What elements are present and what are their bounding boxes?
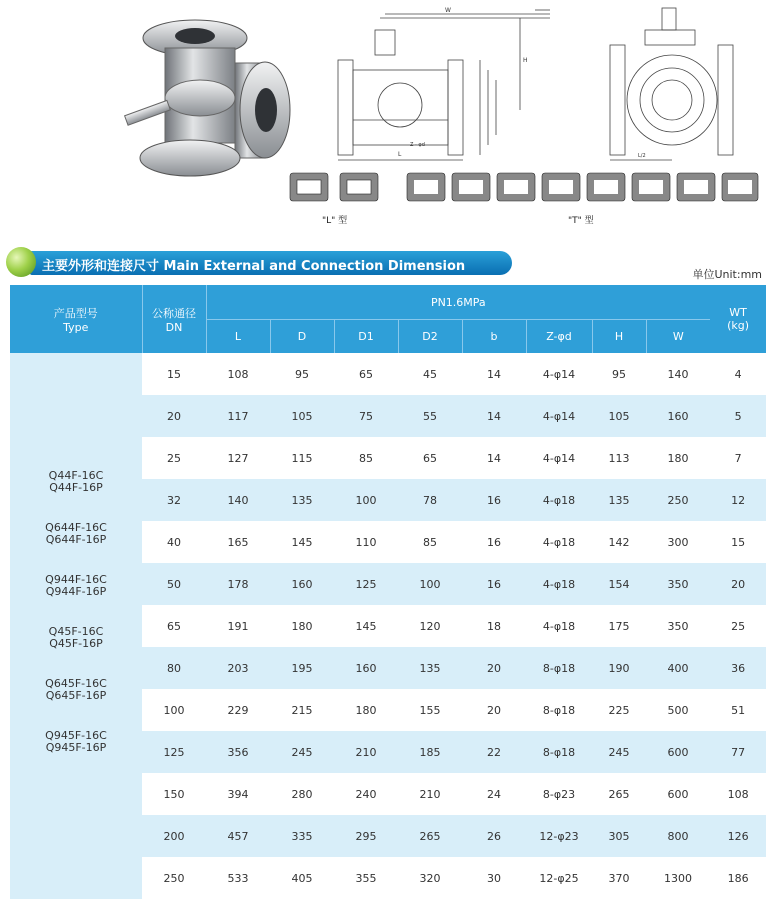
table-cell: 350 <box>646 563 710 605</box>
table-cell: 85 <box>334 437 398 479</box>
table-cell: 4-φ14 <box>526 353 592 395</box>
table-cell: 280 <box>270 773 334 815</box>
table-cell: 22 <box>462 731 526 773</box>
type-cell <box>10 353 142 899</box>
table-cell: 115 <box>270 437 334 479</box>
dimension-table <box>10 285 766 899</box>
table-cell: 300 <box>646 521 710 563</box>
col-header: D1 <box>334 320 398 354</box>
valve-photo <box>110 8 295 188</box>
type-model: Q44F-16C <box>48 469 104 482</box>
table-cell: 356 <box>206 731 270 773</box>
table-cell: 400 <box>646 647 710 689</box>
l2-dimension-label: L/2 <box>638 153 646 159</box>
table-cell: 108 <box>710 773 766 815</box>
header-type <box>10 285 142 353</box>
table-cell: 155 <box>398 689 462 731</box>
table-cell: 78 <box>398 479 462 521</box>
table-cell: 100 <box>334 479 398 521</box>
table-cell: 175 <box>592 605 646 647</box>
table-cell: 95 <box>592 353 646 395</box>
table-cell: 265 <box>592 773 646 815</box>
t-type-port-diagrams <box>405 168 760 208</box>
header-wt-label: WT <box>729 306 747 319</box>
table-cell: 126 <box>710 815 766 857</box>
table-cell: 135 <box>270 479 334 521</box>
table-cell: 160 <box>646 395 710 437</box>
l-dimension-label: L <box>398 151 402 158</box>
table-cell: 305 <box>592 815 646 857</box>
table-cell: 4-φ18 <box>526 479 592 521</box>
table-cell: 145 <box>270 521 334 563</box>
header-pressure: PN1.6MPa <box>206 285 710 320</box>
table-cell: 5 <box>710 395 766 437</box>
table-cell: 245 <box>592 731 646 773</box>
table-cell: 100 <box>142 689 206 731</box>
type-model: Q944F-16C <box>45 573 107 586</box>
table-cell: 20 <box>142 395 206 437</box>
table-cell: 14 <box>462 353 526 395</box>
table-cell: 210 <box>334 731 398 773</box>
type-model: Q644F-16P <box>45 533 107 546</box>
table-cell: 4-φ14 <box>526 437 592 479</box>
l-type-caption: "L" 型 <box>322 216 348 226</box>
table-cell: 117 <box>206 395 270 437</box>
product-illustrations <box>0 0 768 245</box>
table-cell: 127 <box>206 437 270 479</box>
header-dn <box>142 285 206 353</box>
z-phi-d-label: Z - φd <box>410 142 425 148</box>
type-group <box>10 626 142 650</box>
table-cell: 8-φ23 <box>526 773 592 815</box>
table-cell: 394 <box>206 773 270 815</box>
table-cell: 20 <box>710 563 766 605</box>
table-cell: 7 <box>710 437 766 479</box>
table-cell: 65 <box>334 353 398 395</box>
table-cell: 51 <box>710 689 766 731</box>
front-section-drawing <box>320 0 560 165</box>
table-cell: 600 <box>646 773 710 815</box>
table-cell: 77 <box>710 731 766 773</box>
type-group <box>10 522 142 546</box>
table-cell: 186 <box>710 857 766 899</box>
table-cell: 75 <box>334 395 398 437</box>
table-cell: 12 <box>710 479 766 521</box>
table-cell: 154 <box>592 563 646 605</box>
col-header: D <box>270 320 334 354</box>
table-cell: 20 <box>462 647 526 689</box>
table-cell: 800 <box>646 815 710 857</box>
table-cell: 45 <box>398 353 462 395</box>
table-cell: 457 <box>206 815 270 857</box>
header-kg-label: (kg) <box>727 319 750 332</box>
table-cell: 12-φ23 <box>526 815 592 857</box>
table-cell: 250 <box>646 479 710 521</box>
h-dimension-label: H <box>523 57 528 64</box>
table-cell: 135 <box>398 647 462 689</box>
table-cell: 85 <box>398 521 462 563</box>
table-cell: 16 <box>462 563 526 605</box>
table-cell: 65 <box>142 605 206 647</box>
section-title: 主要外形和连接尺寸 Main External and Connection Dimension <box>42 259 466 274</box>
table-cell: 8-φ18 <box>526 689 592 731</box>
table-cell: 40 <box>142 521 206 563</box>
col-header: W <box>646 320 710 354</box>
table-cell: 178 <box>206 563 270 605</box>
header-dn-en: DN <box>165 320 183 334</box>
table-cell: 100 <box>398 563 462 605</box>
table-cell: 350 <box>646 605 710 647</box>
type-group <box>10 730 142 754</box>
table-cell: 105 <box>270 395 334 437</box>
l-type-port-diagrams <box>285 168 385 208</box>
table-cell: 210 <box>398 773 462 815</box>
table-cell: 150 <box>142 773 206 815</box>
table-cell: 500 <box>646 689 710 731</box>
table-cell: 225 <box>592 689 646 731</box>
table-cell: 180 <box>334 689 398 731</box>
table-cell: 190 <box>592 647 646 689</box>
table-cell: 15 <box>142 353 206 395</box>
unit-label: 单位Unit:mm <box>692 268 762 281</box>
table-cell: 20 <box>462 689 526 731</box>
table-cell: 185 <box>398 731 462 773</box>
table-cell: 180 <box>270 605 334 647</box>
table-cell: 320 <box>398 857 462 899</box>
table-cell: 245 <box>270 731 334 773</box>
table-cell: 405 <box>270 857 334 899</box>
side-view-drawing <box>600 0 760 165</box>
table-cell: 140 <box>646 353 710 395</box>
table-cell: 160 <box>334 647 398 689</box>
header-wt <box>710 285 766 353</box>
table-cell: 30 <box>462 857 526 899</box>
table-cell: 215 <box>270 689 334 731</box>
table-cell: 355 <box>334 857 398 899</box>
header-type-en: Type <box>63 320 89 334</box>
table-cell: 4-φ18 <box>526 563 592 605</box>
w-dimension-label: W <box>445 7 451 14</box>
type-model: Q945F-16C <box>45 729 107 742</box>
table-cell: 533 <box>206 857 270 899</box>
table-cell: 80 <box>142 647 206 689</box>
type-group <box>10 574 142 598</box>
col-header: Z-φd <box>526 320 592 354</box>
col-header: b <box>462 320 526 354</box>
type-model: Q45F-16P <box>49 637 103 650</box>
table-cell: 295 <box>334 815 398 857</box>
header-dn-cn: 公称通径 <box>152 306 196 320</box>
table-cell: 105 <box>592 395 646 437</box>
type-model: Q645F-16P <box>45 689 107 702</box>
table-cell: 180 <box>646 437 710 479</box>
type-group <box>10 678 142 702</box>
bullet-ball-icon <box>6 247 36 277</box>
table-cell: 370 <box>592 857 646 899</box>
table-cell: 8-φ18 <box>526 647 592 689</box>
table-cell: 25 <box>142 437 206 479</box>
table-cell: 25 <box>710 605 766 647</box>
table-cell: 24 <box>462 773 526 815</box>
table-cell: 140 <box>206 479 270 521</box>
table-cell: 14 <box>462 437 526 479</box>
table-cell: 195 <box>270 647 334 689</box>
table-cell: 135 <box>592 479 646 521</box>
header-type-cn: 产品型号 <box>53 306 98 320</box>
table-cell: 50 <box>142 563 206 605</box>
table-cell: 335 <box>270 815 334 857</box>
table-cell: 600 <box>646 731 710 773</box>
table-cell: 4-φ18 <box>526 521 592 563</box>
table-cell: 108 <box>206 353 270 395</box>
type-model: Q45F-16C <box>48 625 104 638</box>
table-cell: 95 <box>270 353 334 395</box>
table-cell: 4-φ18 <box>526 605 592 647</box>
table-cell: 229 <box>206 689 270 731</box>
col-header: D2 <box>398 320 462 354</box>
table-cell: 12-φ25 <box>526 857 592 899</box>
table-cell: 160 <box>270 563 334 605</box>
table-cell: 265 <box>398 815 462 857</box>
col-header: L <box>206 320 270 354</box>
table-cell: 125 <box>142 731 206 773</box>
table-cell: 18 <box>462 605 526 647</box>
t-type-caption: "T" 型 <box>568 216 594 226</box>
type-model: Q644F-16C <box>45 521 107 534</box>
table-cell: 26 <box>462 815 526 857</box>
table-cell: 8-φ18 <box>526 731 592 773</box>
table-cell: 110 <box>334 521 398 563</box>
table-cell: 142 <box>592 521 646 563</box>
type-model: Q944F-16P <box>45 585 107 598</box>
type-model: Q44F-16P <box>49 481 103 494</box>
table-cell: 125 <box>334 563 398 605</box>
table-cell: 120 <box>398 605 462 647</box>
col-header: H <box>592 320 646 354</box>
table-cell: 250 <box>142 857 206 899</box>
table-cell: 16 <box>462 521 526 563</box>
table-cell: 16 <box>462 479 526 521</box>
table-cell: 14 <box>462 395 526 437</box>
type-model: Q945F-16P <box>45 741 107 754</box>
table-cell: 4-φ14 <box>526 395 592 437</box>
table-cell: 145 <box>334 605 398 647</box>
table-cell: 1300 <box>646 857 710 899</box>
table-cell: 65 <box>398 437 462 479</box>
table-cell: 55 <box>398 395 462 437</box>
type-group <box>10 470 142 494</box>
table-cell: 32 <box>142 479 206 521</box>
table-cell: 203 <box>206 647 270 689</box>
table-cell: 4 <box>710 353 766 395</box>
table-cell: 36 <box>710 647 766 689</box>
table-row <box>10 353 766 395</box>
table-cell: 191 <box>206 605 270 647</box>
table-cell: 113 <box>592 437 646 479</box>
table-cell: 165 <box>206 521 270 563</box>
table-cell: 15 <box>710 521 766 563</box>
table-cell: 240 <box>334 773 398 815</box>
table-cell: 200 <box>142 815 206 857</box>
type-model: Q645F-16C <box>45 677 107 690</box>
